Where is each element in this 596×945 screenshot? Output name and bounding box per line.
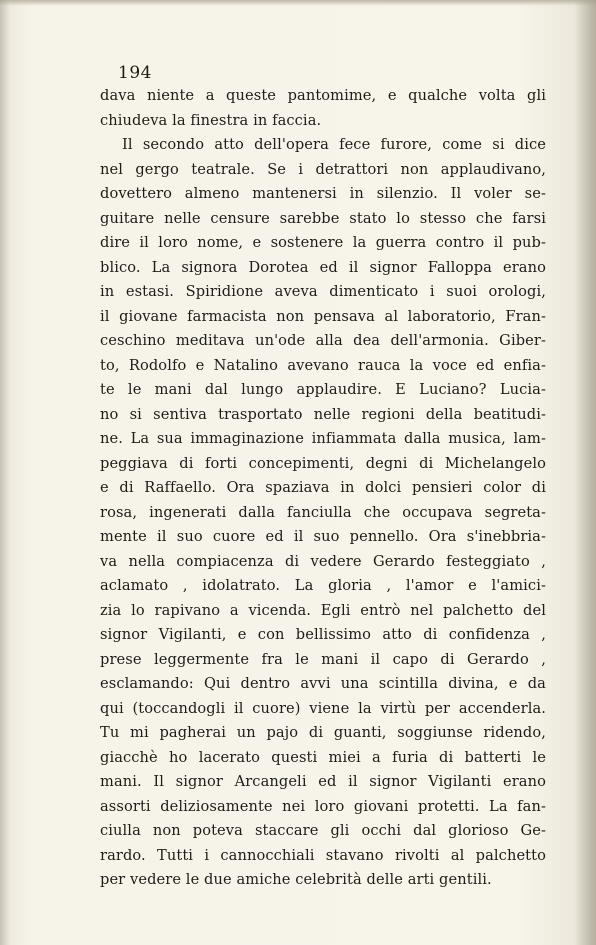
text-line: assorti deliziosamente nei loro giovani protetti. La fan- [100,797,546,815]
text-line: il giovane farmacista non pensava al laboratorio, Fran- [100,307,546,325]
text-line: qui (toccandogli il cuore) viene la virtù per accenderla. [100,699,546,717]
text-line: signor Vigilanti, e con bellissimo atto di confidenza , [100,626,546,643]
text-line: in estasi. Spiridione aveva dimenticato i suoi orologi, [100,283,546,300]
text-line: rardo. Tutti i cannocchiali stavano rivolti al palchetto [100,846,546,864]
page-number: 194 [118,63,152,83]
page-binding-shadow [574,0,596,945]
page-top-shadow [0,0,596,6]
page-left-shadow [0,0,10,945]
text-line: to, Rodolfo e Natalino avevano rauca la voce ed enfia- [100,356,546,374]
text-line: ceschino meditava un'ode alla dea dell'armonia. Giber- [100,332,546,349]
text-line: e di Raffaello. Ora spaziava in dolci pensieri color di [100,479,546,496]
text-line: Tu mi pagherai un pajo di guanti, soggiunse ridendo, [100,724,546,741]
text-line: esclamando: Qui dentro avvi una scintilla divina, e da [100,675,546,692]
text-line: aclamato , idolatrato. La gloria , l'amor e l'amici- [100,577,546,594]
text-line: peggiava di forti concepimenti, degni di Michelangelo [100,454,546,472]
text-line: no si sentiva trasportato nelle regioni della beatitudi- [100,405,546,423]
text-line: nel gergo teatrale. Se i detrattori non applaudivano, [100,160,546,178]
text-line: rosa, ingenerati dalla fanciulla che occupava segreta- [100,503,546,521]
text-line: giacchè ho lacerato questi miei a furia di batterti le [100,748,546,766]
paragraph-first-line: Il secondo atto dell'opera fece furore, come si dice [122,136,546,153]
text-line: guitare nelle censure sarebbe stato lo stesso che farsi [100,209,546,227]
text-line: mani. Il signor Arcangeli ed il signor Vigilanti erano [100,773,546,790]
text-line: blico. La signora Dorotea ed il signor Falloppa erano [100,258,546,276]
text-line: ne. La sua immaginazione infiammata dalla musica, lam- [100,430,546,447]
text-line: zia lo rapivano a vicenda. Egli entrò nel palchetto del [100,601,546,619]
text-line: mente il suo cuore ed il suo pennello. Ora s'inebbria- [100,528,546,545]
text-line: chiudeva la finestra in faccia. [100,111,322,129]
text-line: dava niente a queste pantomime, e qualche volta gli [100,87,546,104]
text-line: va nella compiacenza di vedere Gerardo festeggiato , [100,552,546,570]
text-line: per vedere le due amiche celebrità delle arti gentili. [100,871,492,888]
body-text [100,84,546,893]
text-line: dovettero almeno mantenersi in silenzio. Il voler se- [100,185,546,202]
text-line: prese leggermente fra le mani il capo di Gerardo , [100,650,546,668]
text-line: dire il loro nome, e sostenere la guerra contro il pub- [100,234,546,251]
text-line: ciulla non poteva staccare gli occhi dal glorioso Ge- [100,822,546,839]
text-line: te le mani dal lungo applaudire. E Luciano? Lucia- [100,381,546,398]
